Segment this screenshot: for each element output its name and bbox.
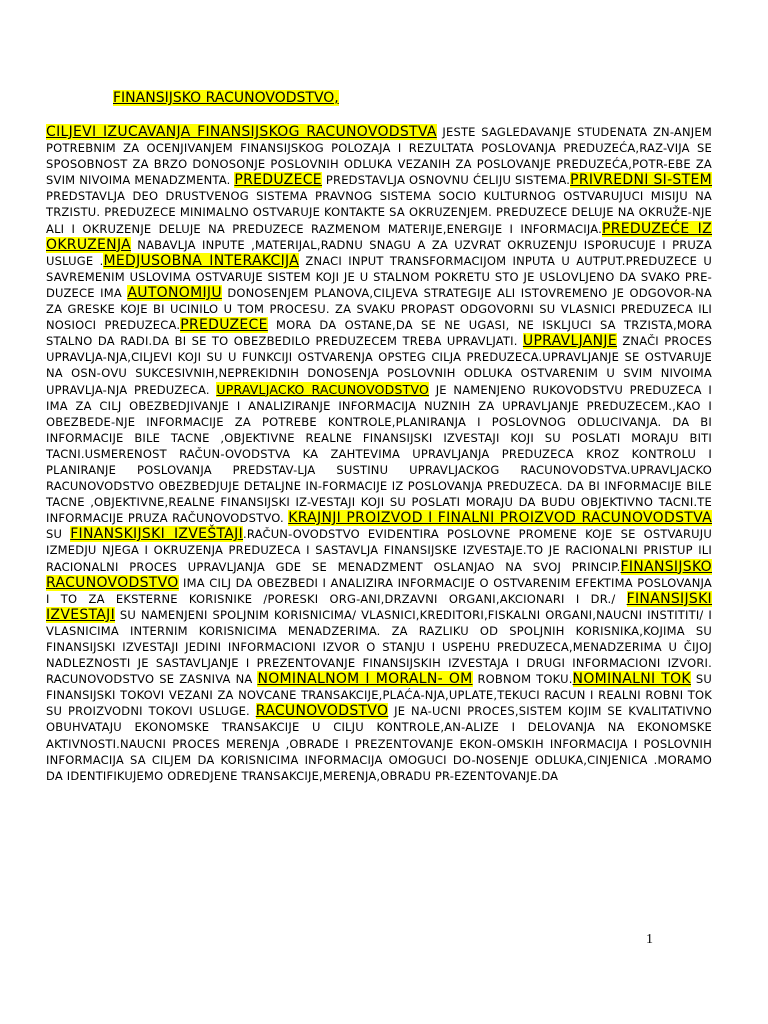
highlighted-term: FINANSKIJSKI IZVEŠTAJI xyxy=(70,526,244,543)
highlighted-term: PREDUZECE xyxy=(180,317,268,334)
body-text-run: ZNAČI PROCES UPRAVLJA-NJA,CILJEVI KOJI SU U FUNKCIJI OSTVARENJA OPSTEG CILJA PREDUZECA.UPRAVLJANJE SE OSTVARUJE NA OSN-OVU SUKCESIVNIH,NEPREKIDNIH DONOSENJA POSLOVNIH ODLUKA OSTVARENIM U SVIM NIVOIMA UPRAVLJA-NJA PREDUZECA. xyxy=(46,334,712,397)
body-text-run: MORA DA OSTANE,DA SE NE UGASI, NE ISKLJUCI SA TRZISTA,MORA STALNO DA RADI.DA BI SE TO OBEZBEDILO PREDUZECEM TREBA UPRAVLJATI. xyxy=(46,318,712,349)
highlighted-term: UPRAVLJACKO RACUNOVODSTVO xyxy=(216,381,430,397)
highlighted-term: PRIVREDNI SI-STEM xyxy=(570,172,712,189)
body-text-run: JE NA-UCNI PROCES,SISTEM KOJIM SE KVALITATIVNO OBUHVATAJU EKONOMSKE TRANSAKCIJE U CILJU KONTROLE,AN-ALIZE I DELOVANJA NA EKONOMSKE AKTIVNOSTI.NAUCNI PROCES MERENJA ,OBRADE I PREZENTOVANJE EKON-OMSKIH INFORMACIJA I POSLOVNIH INFORMACIJA SA CILJEM DA KORISNICIMA INFORMACIJA OMOGUCI DO-NOSENJE ODLUKA,CINJENICA .MORAMO DA IDENTIFIKUJEMO ODREDJENE TRANSAKCIJE,MERENJA,OBRADU PR-EZENTOVANJE.DA xyxy=(46,704,712,783)
body-text-run: PREDSTAVLJA DEO DRUSTVENOG SISTEMA PRAVNOG SISTEMA SOCIO KULTURNOG OSTVARUJUCI MISIJU NA TRZISTU. PREDUZECE MINIMALNO OSTVARUJE KONTAKTE SA OKRUZENJEM. PREDUZECE DELUJE NA OKRUŽE-NJE ALI I OKRUZENJE DELUJE NA PREDUZECE RAZMENOM MATERIJE,ENERGIJE I INFORMACIJA. xyxy=(46,189,712,236)
highlighted-term: RACUNOVODSTVO xyxy=(255,703,389,720)
highlighted-term: NOMINALNI TOK xyxy=(572,671,691,688)
highlighted-term: CILJEVI IZUCAVANJA FINANSIJSKOG RACUNOVODSTVA xyxy=(46,124,437,140)
title-text: FINANSIJSKO RACUNOVODSTVO, xyxy=(113,90,339,106)
body-text-run: SU FINANSIJSKI TOKOVI VEZANI ZA NOVCANE TRANSAKCIJE,PLAĆA-NJA,UPLATE,TEKUCI RACUN I REALNI ROBNI TOK SU PROIZVODNI TOKOVI USLUGE. xyxy=(46,672,713,719)
body-text-run: NABAVLJA INPUTE ,MATERIJAL,RADNU SNAGU A ZA UZVRAT OKRUZENJU ISPORUCUJE I PRUZA USLUGE . xyxy=(46,237,712,268)
highlighted-term: AUTONOMIJU xyxy=(127,284,222,301)
highlighted-term: UPRAVLJANJE xyxy=(522,333,618,350)
highlighted-term: NOMINALNOM I MORALN- OM xyxy=(257,671,473,688)
body-text-run: IMA CILJ DA OBEZBEDI I ANALIZIRA INFORMACIJE O OSTVARENIM EFEKTIMA POSLOVANJA I TO ZA EKSTERNE KORISNIKE /PORESKI ORG-ANI,DRZAVNI ORGANI,AKCIONARI I DR./ xyxy=(46,575,712,606)
highlighted-term: KRAJNJI PROIZVOD I FINALNI PROIZVOD RACUNOVODSTVA xyxy=(288,510,712,527)
body-text-run: ROBNOM TOKU. xyxy=(472,672,573,687)
body-text-run: JE NAMENJENO RUKOVODSTVU PREDUZECA I IMA ZA CILJ OBEZBEDJIVANJE I ANALIZIRANJE INFORMACIJA NUZNIH ZA UPRAVLJANJE PREDUZECEM.,KAO I OBEZBEDE-NJE INFORMACIJE ZA POTREBE KONTROLE,PLANIRANJA I POSLOVNOG ODLUCIVANJA. DA BI INFORMACIJE BILE TACNE ,OBJEKTIVNE REALNE FINANSIJSKI IZVESTAJI KOJI SU POSLATI MORAJU BITI TACNI.USMERENOST RAČUN-OVODSTVA KA ZAHTEVIMA UPRAVLJANJA PREDUZECA KROZ KONTROLU I PLANIRANJE POSLOVANJA PREDSTAV-LJA SUSTINU UPRAVLJACKOG RACUNOVODSTVA.UPRAVLJACKO RACUNOVODSTVO OBEZBEDJUJE DETALJNE IN-FORMACIJE IZ POSLOVANJA PREDUZECA. DA BI INFORMACIJE BILE TACNE ,OBJEKTIVNE,REALNE FINANSIJSKI IZ-VESTAJI KOJI SU POSLATI MORAJU DA BUDU OBJEKTIVNO TACNI.TE INFORMACIJE PRUZA RAČUNOVODSTVO. xyxy=(46,382,712,526)
page-number: 1 xyxy=(646,932,653,947)
body-text-run: SU NAMENJENI SPOLJNIM KORISNICIMA/ VLASNICI,KREDITORI,FISKALNI ORGANI,NAUCNI INSTITITI/ I VLASNICIMA INTERNIM KORISNICIMA MENADZERIMA. ZA RAZLIKU OD SPOLJNIH KORISNIKA,KOJIMA SU FINANSIJSKI IZVESTAJI JEDINI INFORMACIONI IZVOR O STANJU I USPEHU PREDUZECA,MENADZERIMA U ČIJOJ NADLEZNOSTI JE SASTAVLJANJE I PREZENTOVANJE FINANSIJSKIH IZVESTAJA I DRUGI INFORMACIONI IZVORI. RACUNOVODSTVO SE ZASNIVA NA xyxy=(46,607,712,687)
body-text-run: .RAČUN-OVODSTVO EVIDENTIRA POSLOVNE PROMENE KOJE SE OSTVARUJU IZMEDJU NJEGA I OKRUZENJA PREDUZECA I SASTAVLJA FINANSIJSKE IZVESTAJE.TO JE RACIONALNI PRISTUP ILI RACIONALNI PROCES UPRAVLJANJA GDE SE MENADZMENT OSLANJAO NA SVOJ PRINCIP. xyxy=(46,527,712,574)
highlighted-term: PREDUZECE xyxy=(234,172,322,189)
body-text-run: DONOSENJEM PLANOVA,CILJEVA STRATEGIJE ALI ISTOVREMENO JE ODGOVOR-NA ZA GRESKE KOJE BI UCINILO U TOM PROCESU. ZA SVAKU PROPAST ODGOVORNI SU VLASNICI PREDUZECA ILI NOSIOCI PREDUZECA. xyxy=(46,285,713,333)
highlighted-term: PREDUZEĆE IZ OKRUZENJA xyxy=(46,220,712,253)
body-paragraph xyxy=(46,124,712,784)
body-text-run: PREDSTAVLJA OSNOVNU ĆELIJU SISTEMA. xyxy=(321,173,571,188)
body-text-run: JESTE SAGLEDAVANJE STUDENATA ZN-ANJEM POTREBNIM ZA OCENJIVANJEM FINANSIJSKOG POLOZAJA I REZULTATA POSLOVANJA PREDUZEĆA,RAZ-VIJA SE SPOSOBNOST ZA BRZO DONOSONJE POSLOVNIH ODLUKA VEZANIH ZA POSLOVANJE PREDUZEĆA,POTR-EBE ZA SVIM NIVOIMA MENADZMENTA. xyxy=(46,125,712,188)
highlighted-term: MEDJUSOBNA INTERAKCIJA xyxy=(103,252,300,269)
body-text-run: SU xyxy=(46,527,71,542)
highlighted-term: FINANSIJSKO xyxy=(620,558,712,575)
body-text-run: ZNACI INPUT TRANSFORMACIJOM INPUTA U AUTPUT.PREDUZECE U SAVREMENIM USLOVIMA OSTVARUJE SISTEM KOJI JE U STALNOM POKRETU STO JE USLOVLJENO DA SVAKO PRE-DUZECE IMA xyxy=(46,253,712,300)
highlighted-term: FINANSIJSKI IZVESTAJI xyxy=(46,590,712,623)
document-title xyxy=(113,88,339,108)
highlighted-term: RACUNOVODSTVO xyxy=(46,574,179,591)
